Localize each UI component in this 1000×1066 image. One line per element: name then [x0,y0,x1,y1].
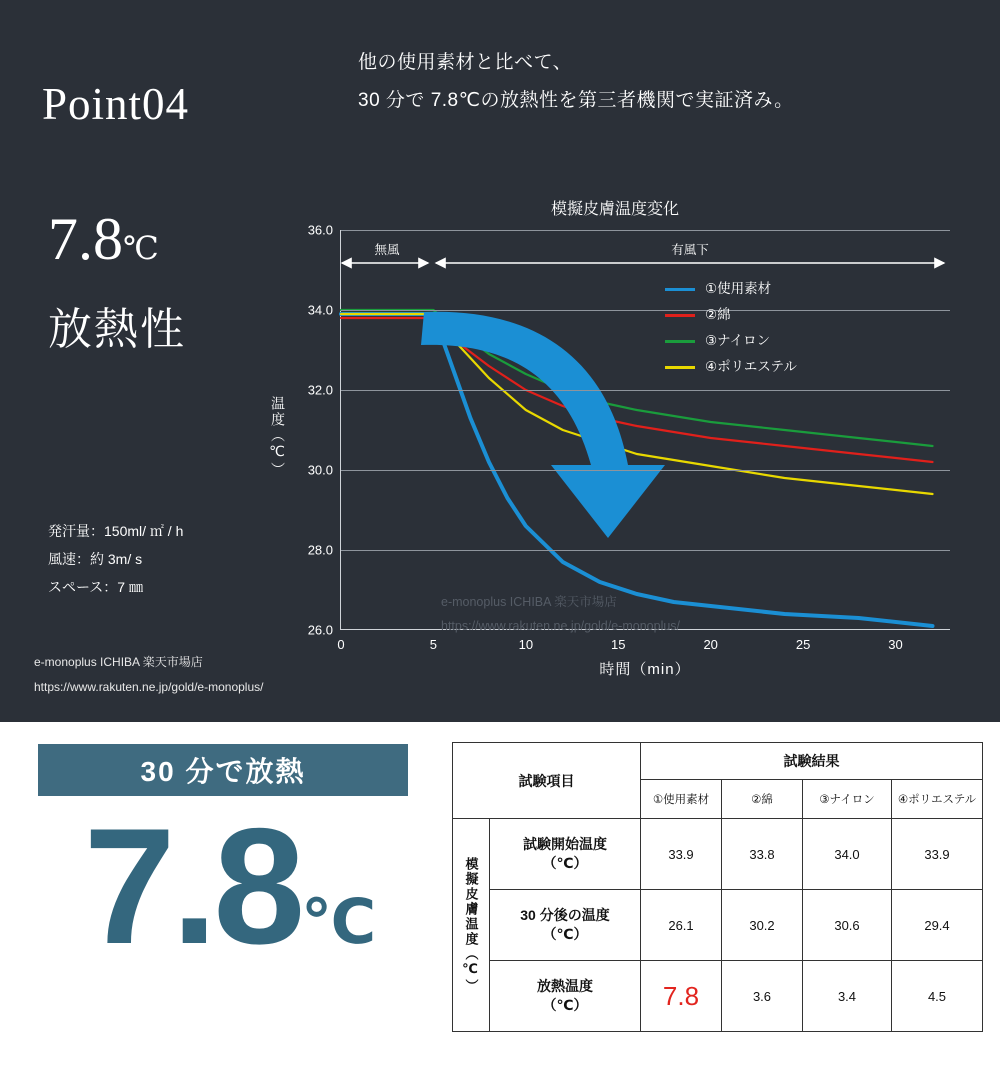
chart-gridline [341,470,950,471]
chart-title: 模擬皮膚温度変化 [550,201,679,218]
condition-wind: 風速：約 3m/ s [48,551,143,567]
zone-label-nowind: 無風 [374,243,400,257]
chart-x-tick: 20 [703,637,718,652]
chart-watermark-line-2: https://www.rakuten.ne.jp/gold/e-monoplus/ [441,619,681,633]
table-row-label-2-unit: （℃） [542,997,588,1013]
table-cell-0-3: 33.9 [892,819,983,890]
chart-y-tick: 26.0 [307,622,333,638]
chart-x-tick: 30 [888,637,903,652]
table-cell-1-1: 30.2 [722,890,803,961]
legend-label-1: ②綿 [705,307,731,322]
chart-y-axis-label: 温度（℃） [270,396,286,478]
bottom-panel [0,722,1000,1066]
chart-plot-area [307,222,950,652]
results-table [452,742,983,1032]
badge-30min: 30 分で放熱 [38,744,408,796]
zone-label-wind: 有風下 [671,243,709,257]
table-cell-0-0: 33.9 [641,819,722,890]
big-temperature-unit: ℃ [123,230,159,266]
chart-y-tick: 32.0 [307,382,333,398]
credit-url: https://www.rakuten.ne.jp/gold/e-monoplus/ [34,680,264,694]
table-row-group-label: 模擬皮膚温度（℃） [453,819,490,1032]
headline-line-1: 他の使用素材と比べて、 [358,52,573,73]
table-row [453,961,983,1032]
chart-x-tick: 10 [518,637,534,652]
big-subtitle: 放熱性 [48,305,186,354]
table-header-row-1 [453,743,983,780]
table-cell-0-1: 33.8 [722,819,803,890]
table-col-3: ④ポリエステル [892,780,983,819]
credit-block [34,650,263,700]
table-col-1: ②綿 [722,780,803,819]
table-col-0: ①使用素材 [641,780,722,819]
huge-value-number: 7.8 [83,794,302,978]
headline-line-2: 30 分で 7.8℃の放熱性を第三者機関で実証済み。 [358,90,794,111]
table-row-label-1-main: 30 分後の温度 [520,907,610,923]
chart-watermark [441,590,680,638]
table-cell-0-2: 34.0 [803,819,892,890]
chart-x-tick: 0 [337,637,345,652]
table-row-label-0 [490,819,641,890]
legend-swatch-3 [665,366,695,369]
table-cell-2-3: 4.5 [892,961,983,1032]
headline [358,44,794,120]
legend-item-3 [665,354,797,380]
legend-swatch-2 [665,340,695,343]
table-row-label-0-unit: （℃） [542,855,588,871]
table-cell-1-3: 29.4 [892,890,983,961]
point-title: Point04 [42,79,190,129]
table-cell-1-0: 26.1 [641,890,722,961]
legend-item-1 [665,302,797,328]
legend-label-2: ③ナイロン [705,333,771,348]
chart-y-tick: 28.0 [307,542,333,558]
chart-y-tick: 34.0 [307,302,333,318]
huge-value-unit: ℃ [301,888,377,957]
table-row-label-1 [490,890,641,961]
chart-x-tick: 25 [795,637,811,652]
chart-legend [665,276,797,380]
big-temperature [48,205,159,274]
huge-value [40,794,420,1005]
chart-watermark-line-1: e-monoplus ICHIBA 楽天市場店 [441,595,617,609]
legend-item-2 [665,328,797,354]
chart-gridline [341,550,950,551]
table-header-results: 試験結果 [641,743,983,780]
table-row [453,890,983,961]
chart-x-tick: 5 [429,637,438,652]
chart-gridline [341,390,950,391]
table-col-2: ③ナイロン [803,780,892,819]
legend-item-0 [665,276,797,302]
table-cell-2-0: 7.8 [641,961,722,1032]
chart-y-tick: 30.0 [307,462,333,478]
legend-swatch-1 [665,314,695,317]
chart [250,196,980,696]
test-conditions [48,517,183,601]
table-row-label-1-unit: （℃） [542,926,588,942]
table-cell-1-2: 30.6 [803,890,892,961]
table-row-label-2 [490,961,641,1032]
condition-sweat: 発汗量：150ml/ ㎡ / h [48,523,184,539]
table-row-label-0-main: 試験開始温度 [523,836,607,852]
table-header-item: 試験項目 [453,743,641,819]
table-row [453,819,983,890]
table-row-label-2-main: 放熱温度 [537,978,593,994]
credit-shop-name: e-monoplus ICHIBA 楽天市場店 [34,655,203,669]
chart-gridline [341,230,950,231]
chart-x-axis-label: 時間（min） [599,661,691,678]
table-cell-2-2: 3.4 [803,961,892,1032]
chart-y-tick: 36.0 [307,222,333,238]
legend-label-0: ①使用素材 [705,281,772,296]
table-cell-2-1: 3.6 [722,961,803,1032]
legend-swatch-0 [665,288,695,291]
chart-gridline [341,310,950,311]
condition-space: スペース：7 ㎜ [48,579,143,595]
legend-label-3: ④ポリエステル [705,359,797,374]
chart-x-tick: 15 [611,637,626,652]
big-temperature-value: 7.8 [48,206,123,272]
zone-arrows [340,248,960,278]
